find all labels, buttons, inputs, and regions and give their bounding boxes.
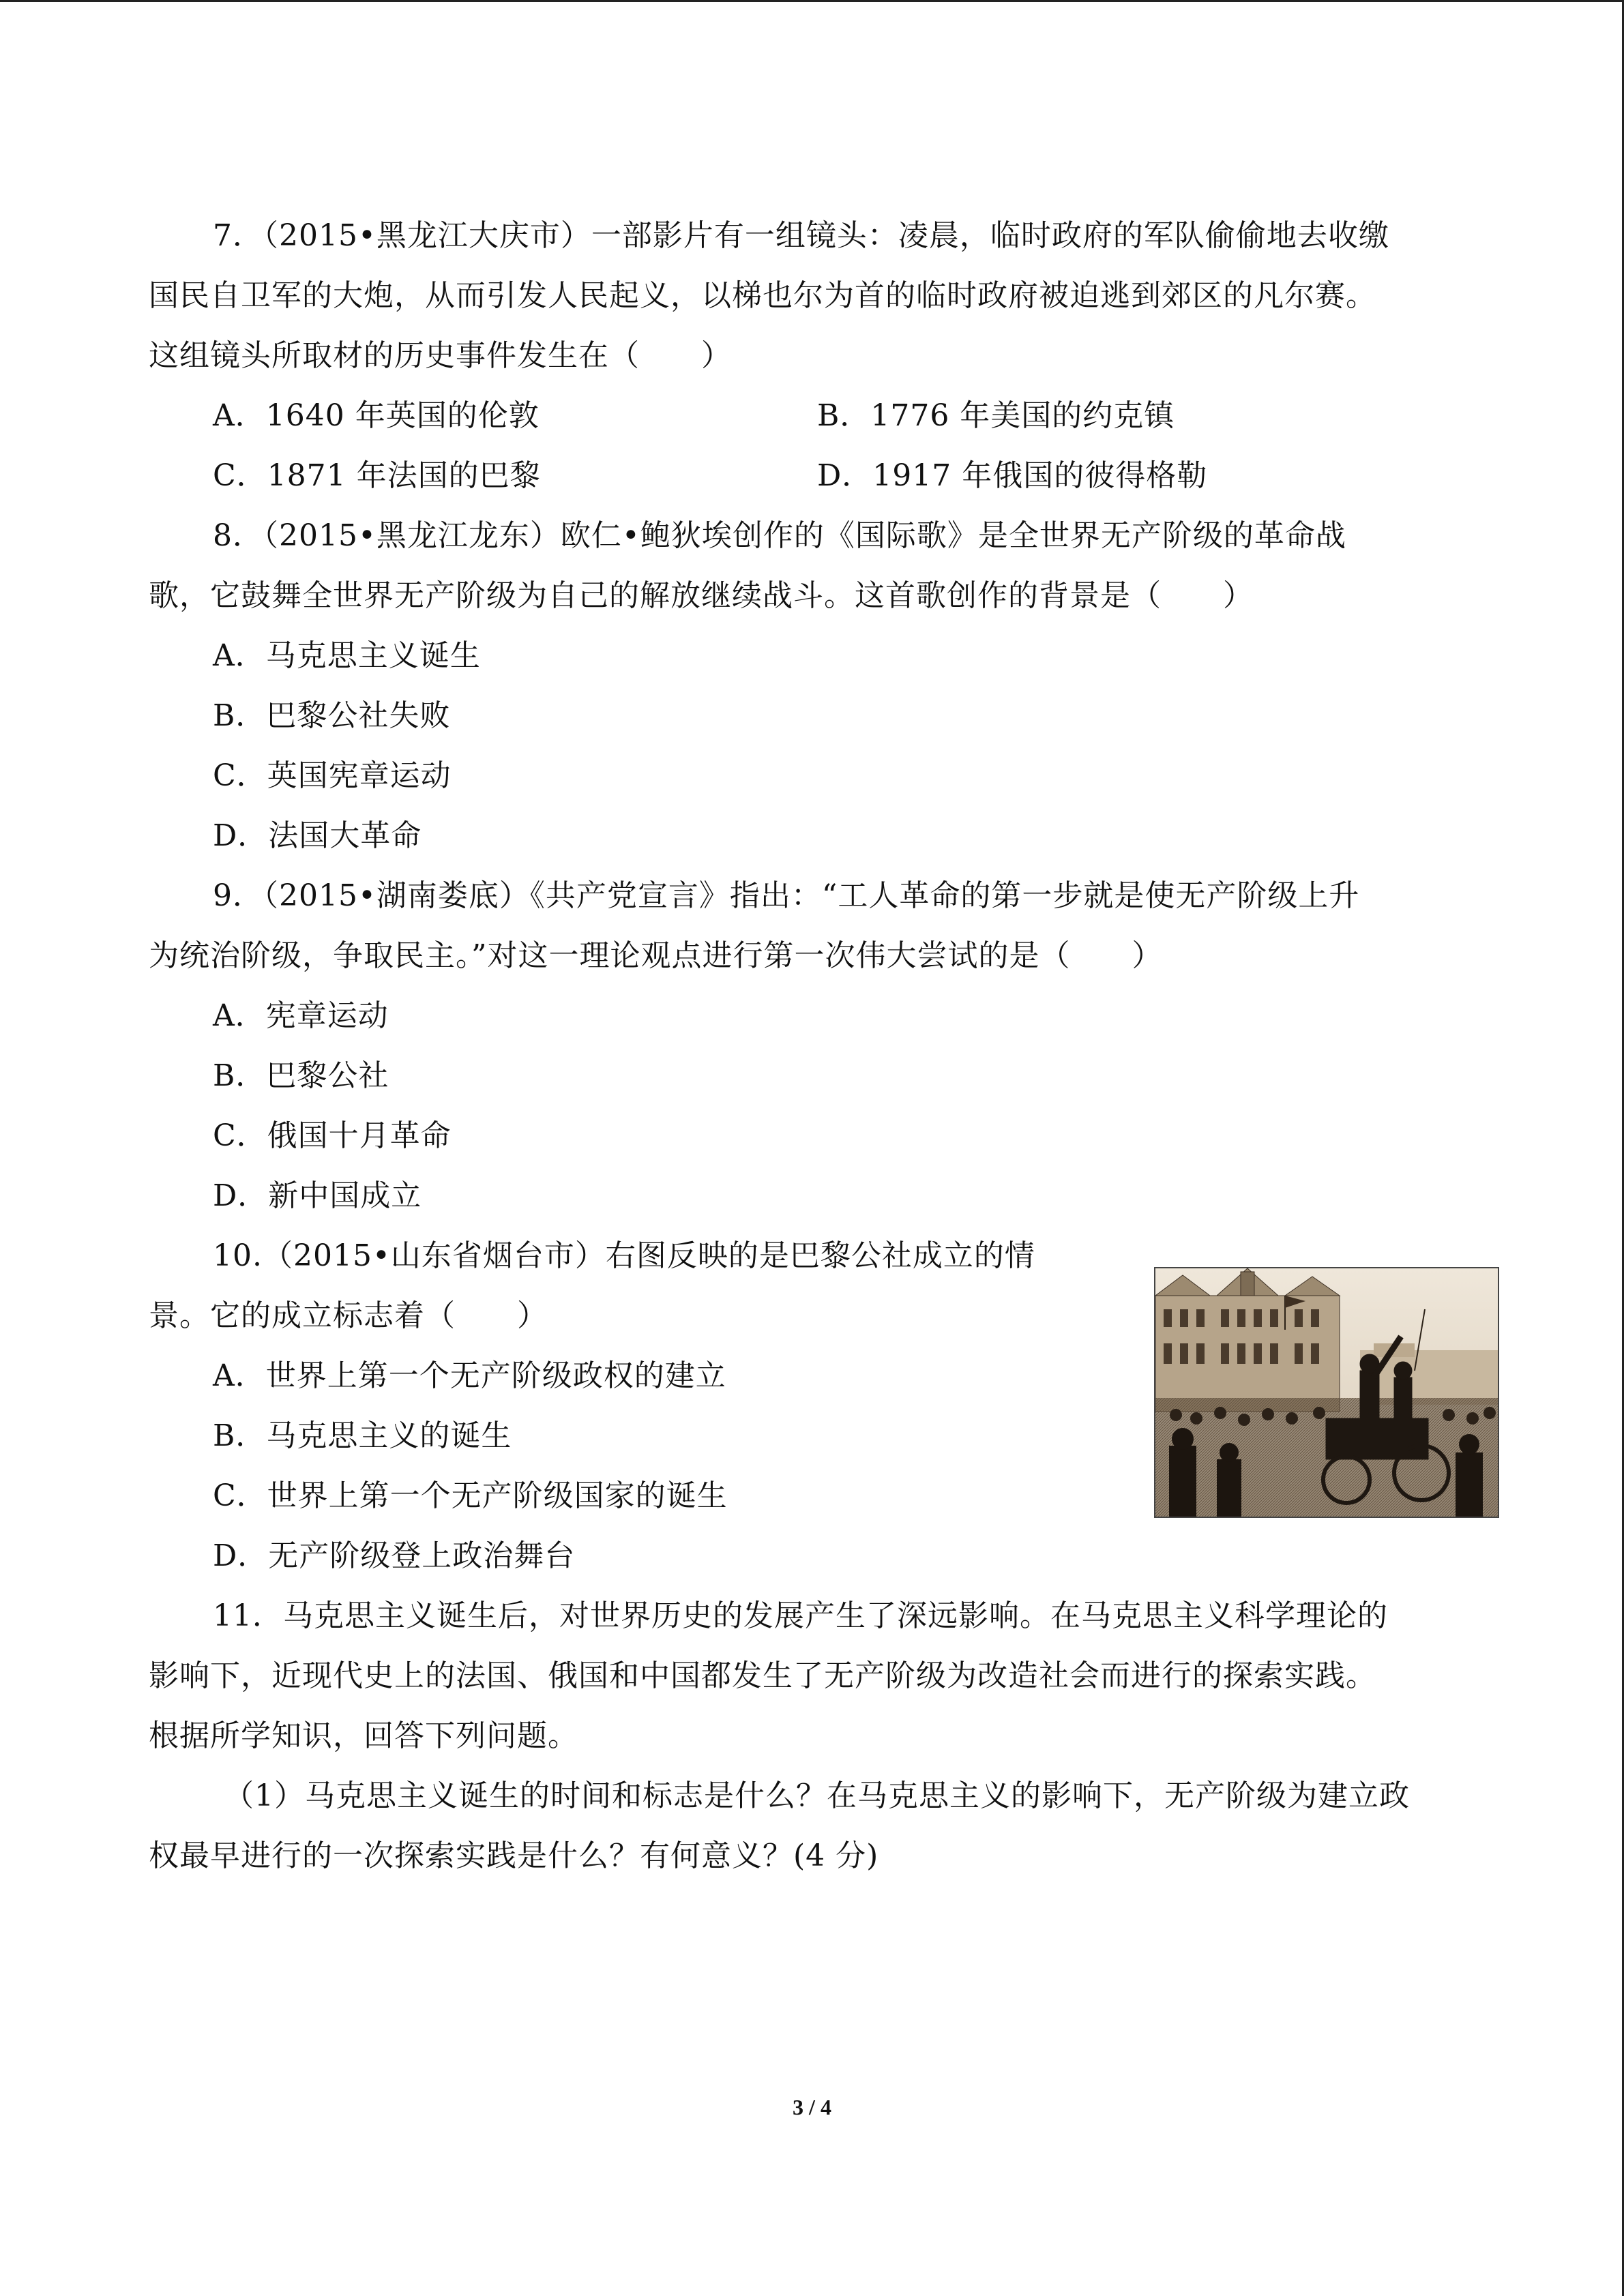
q10-line-1: 10.（2015•山东省烟台市）右图反映的是巴黎公社成立的情 — [213, 1238, 1035, 1273]
q7-option-a[interactable]: A．1640 年英国的伦敦 — [213, 398, 540, 433]
q8-line-1: 8．（2015•黑龙江龙东）欧仁•鲍狄埃创作的《国际歌》是全世界无产阶级的革命战 — [213, 518, 1346, 553]
q7-option-d[interactable]: D．1917 年俄国的彼得格勒 — [817, 458, 1208, 493]
q7-option-b[interactable]: B．1776 年美国的约克镇 — [817, 398, 1175, 433]
q10-option-c[interactable]: C．世界上第一个无产阶级国家的诞生 — [213, 1478, 728, 1513]
q8-line-2: 歌，它鼓舞全世界无产阶级为自己的解放继续战斗。这首歌创作的背景是（ ） — [149, 578, 1254, 613]
q10-option-b[interactable]: B．马克思主义的诞生 — [213, 1418, 512, 1453]
q9-option-b[interactable]: B．巴黎公社 — [213, 1058, 389, 1093]
paris-commune-engraving — [1155, 1268, 1498, 1517]
q9-line-1: 9．（2015•湖南娄底）《共产党宣言》指出：“工人革命的第一步就是使无产阶级上升 — [213, 878, 1360, 913]
q7-line-1: 7．（2015•黑龙江大庆市）一部影片有一组镜头：凌晨，临时政府的军队偷偷地去收缴 — [213, 218, 1389, 253]
q8-option-c[interactable]: C．英国宪章运动 — [213, 758, 452, 793]
q9-option-a[interactable]: A．宪章运动 — [213, 998, 389, 1033]
q7-line-3: 这组镜头所取材的历史事件发生在（ ） — [149, 338, 732, 373]
q11-sub1-line-2: 权最早进行的一次探索实践是什么？有何意义？(4 分) — [149, 1838, 879, 1873]
q10-option-a[interactable]: A．世界上第一个无产阶级政权的建立 — [213, 1358, 726, 1393]
q11-sub1-line-1: （1）马克思主义诞生的时间和标志是什么？在马克思主义的影响下，无产阶级为建立政 — [224, 1778, 1410, 1813]
q11-line-2: 影响下，近现代史上的法国、俄国和中国都发生了无产阶级为改造社会而进行的探索实践。 — [149, 1658, 1376, 1693]
q10-line-2: 景。它的成立标志着（ ） — [149, 1298, 548, 1333]
q11-line-3: 根据所学知识，回答下列问题。 — [149, 1718, 578, 1753]
q8-option-b[interactable]: B．巴黎公社失败 — [213, 698, 451, 733]
q7-line-2: 国民自卫军的大炮，从而引发人民起义，以梯也尔为首的临时政府被迫逃到郊区的凡尔赛。 — [149, 278, 1376, 313]
top-border — [0, 0, 1624, 2]
paris-commune-illustration — [1154, 1267, 1499, 1518]
q9-option-d[interactable]: D．新中国成立 — [213, 1178, 422, 1213]
page-number: 3 / 4 — [793, 2095, 831, 2119]
q8-option-a[interactable]: A．马克思主义诞生 — [213, 638, 481, 673]
q9-line-2: 为统治阶级，争取民主。”对这一理论观点进行第一次伟大尝试的是（ ） — [149, 938, 1163, 973]
q8-option-d[interactable]: D．法国大革命 — [213, 818, 422, 853]
q11-line-1: 11．马克思主义诞生后，对世界历史的发展产生了深远影响。在马克思主义科学理论的 — [213, 1598, 1388, 1633]
q7-option-c[interactable]: C．1871 年法国的巴黎 — [213, 458, 541, 493]
q10-option-d[interactable]: D．无产阶级登上政治舞台 — [213, 1538, 576, 1573]
q9-option-c[interactable]: C．俄国十月革命 — [213, 1118, 452, 1153]
